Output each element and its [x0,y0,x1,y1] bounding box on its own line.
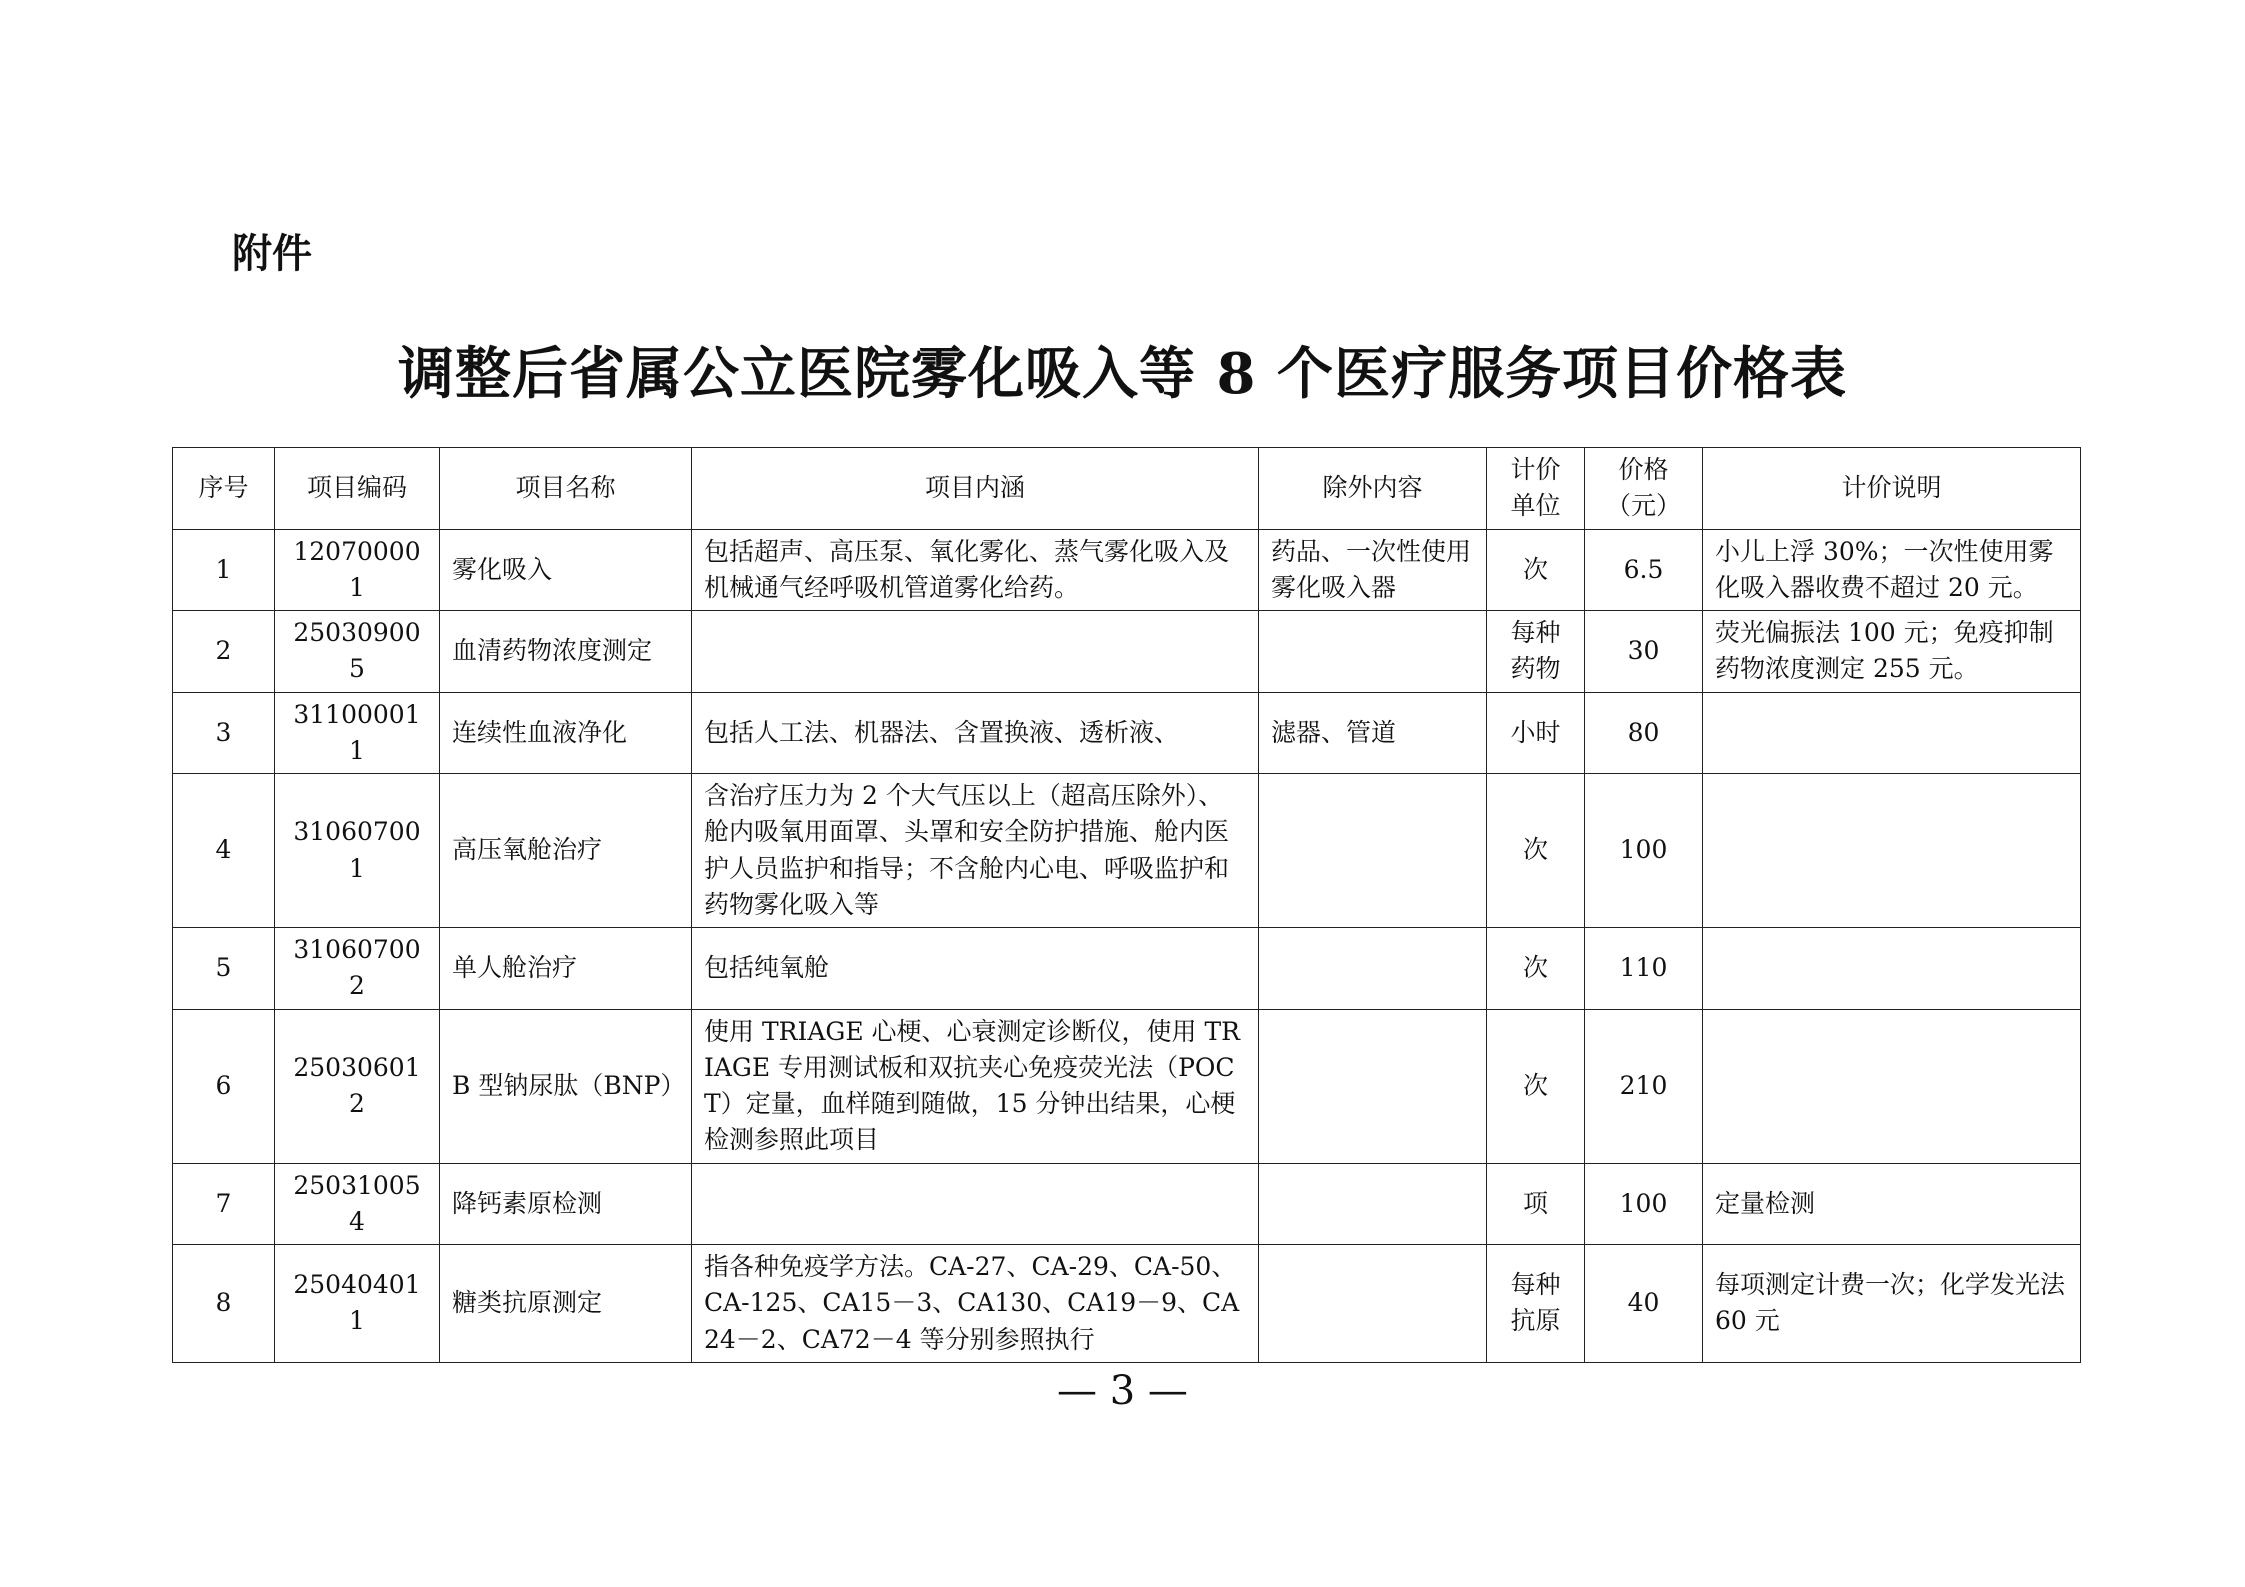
cell-unit: 次 [1487,529,1585,611]
cell-exclusions [1259,1009,1487,1163]
table-row [173,1163,2081,1245]
cell-unit: 项 [1487,1163,1585,1245]
cell-exclusions [1259,1163,1487,1245]
header-note: 计价说明 [1703,448,2081,530]
cell-unit: 次 [1487,774,1585,928]
cell-seq: 5 [173,928,275,1010]
cell-name: 降钙素原检测 [440,1163,692,1245]
cell-unit: 每种抗原 [1487,1245,1585,1363]
cell-unit: 次 [1487,1009,1585,1163]
cell-seq: 7 [173,1163,275,1245]
cell-name: 雾化吸入 [440,529,692,611]
table-row [173,529,2081,611]
cell-price: 100 [1585,1163,1703,1245]
cell-code: 311000011 [275,692,440,774]
cell-unit: 次 [1487,928,1585,1010]
table-row [173,774,2081,928]
cell-content [692,611,1259,693]
cell-seq: 1 [173,529,275,611]
cell-price: 80 [1585,692,1703,774]
cell-exclusions: 滤器、管道 [1259,692,1487,774]
page-title: 调整后省属公立医院雾化吸入等 8 个医疗服务项目价格表 [398,341,1847,407]
header-name: 项目名称 [440,448,692,530]
cell-price: 210 [1585,1009,1703,1163]
cell-content: 包括人工法、机器法、含置换液、透析液、 [692,692,1259,774]
cell-price: 110 [1585,928,1703,1010]
cell-price: 100 [1585,774,1703,928]
cell-code: 250310054 [275,1163,440,1245]
cell-price: 40 [1585,1245,1703,1363]
cell-unit: 小时 [1487,692,1585,774]
page-number: — 3 — [1057,1368,1188,1414]
cell-name: 糖类抗原测定 [440,1245,692,1363]
price-table [172,447,2081,1363]
cell-code: 310607002 [275,928,440,1010]
table-row [173,611,2081,693]
cell-content: 包括纯氧舱 [692,928,1259,1010]
cell-seq: 2 [173,611,275,693]
cell-price: 30 [1585,611,1703,693]
cell-name: 高压氧舱治疗 [440,774,692,928]
cell-exclusions [1259,774,1487,928]
cell-content: 使用 TRIAGE 心梗、心衰测定诊断仪，使用 TRIAGE 专用测试板和双抗夹心免疫荧光法（POCT）定量，血样随到随做，15 分钟出结果，心梗检测参照此项目 [692,1009,1259,1163]
cell-note: 每项测定计费一次；化学发光法 60 元 [1703,1245,2081,1363]
cell-code: 250309005 [275,611,440,693]
cell-note: 定量检测 [1703,1163,2081,1245]
header-exclusions: 除外内容 [1259,448,1487,530]
cell-code: 250404011 [275,1245,440,1363]
cell-note [1703,692,2081,774]
cell-unit: 每种药物 [1487,611,1585,693]
cell-note [1703,774,2081,928]
cell-exclusions [1259,928,1487,1010]
header-seq: 序号 [173,448,275,530]
cell-note: 小儿上浮 30%；一次性使用雾化吸入器收费不超过 20 元。 [1703,529,2081,611]
cell-code: 120700001 [275,529,440,611]
cell-name: 单人舱治疗 [440,928,692,1010]
cell-code: 310607001 [275,774,440,928]
cell-code: 250306012 [275,1009,440,1163]
cell-price: 6.5 [1585,529,1703,611]
cell-content [692,1163,1259,1245]
cell-content: 指各种免疫学方法。CA-27、CA-29、CA-50、CA-125、CA15－3、CA130、CA19－9、CA24－2、CA72－4 等分别参照执行 [692,1245,1259,1363]
table-row [173,692,2081,774]
cell-content: 包括超声、高压泵、氧化雾化、蒸气雾化吸入及机械通气经呼吸机管道雾化给药。 [692,529,1259,611]
header-unit: 计价单位 [1487,448,1585,530]
cell-name: 血清药物浓度测定 [440,611,692,693]
cell-name: 连续性血液净化 [440,692,692,774]
cell-seq: 8 [173,1245,275,1363]
table-header-row [173,448,2081,530]
cell-exclusions [1259,611,1487,693]
table-row [173,1009,2081,1163]
header-code: 项目编码 [275,448,440,530]
cell-note [1703,928,2081,1010]
cell-seq: 3 [173,692,275,774]
table-row [173,1245,2081,1363]
cell-content: 含治疗压力为 2 个大气压以上（超高压除外）、舱内吸氧用面罩、头罩和安全防护措施、舱内医护人员监护和指导；不含舱内心电、呼吸监护和药物雾化吸入等 [692,774,1259,928]
cell-note: 荧光偏振法 100 元；免疫抑制药物浓度测定 255 元。 [1703,611,2081,693]
attachment-label: 附件 [232,231,312,277]
cell-note [1703,1009,2081,1163]
table-row [173,928,2081,1010]
cell-seq: 6 [173,1009,275,1163]
header-price: 价格（元） [1585,448,1703,530]
cell-name: B 型钠尿肽（BNP） [440,1009,692,1163]
cell-exclusions: 药品、一次性使用雾化吸入器 [1259,529,1487,611]
cell-exclusions [1259,1245,1487,1363]
cell-seq: 4 [173,774,275,928]
header-content: 项目内涵 [692,448,1259,530]
